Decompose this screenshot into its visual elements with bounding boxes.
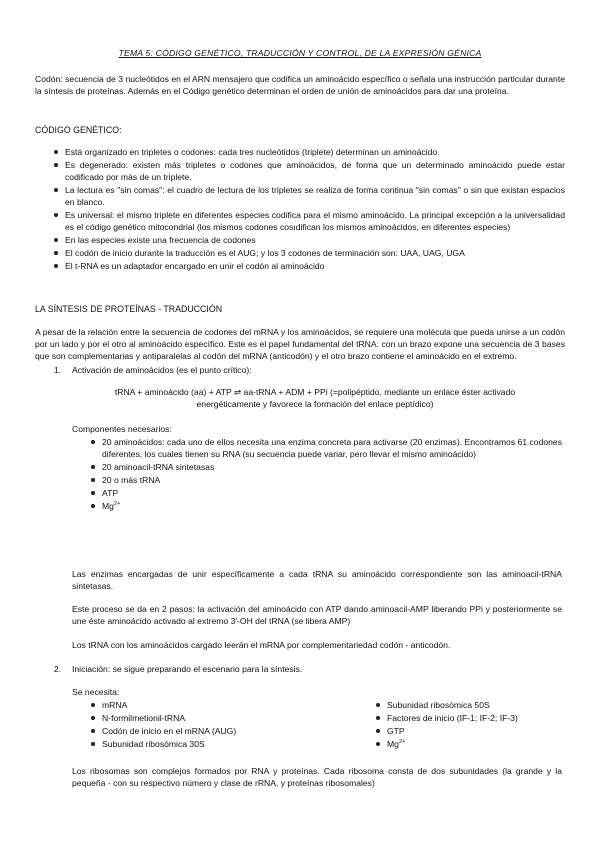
needs-list-left [72,699,322,751]
equation-line: tRNA + aminoácido (aa) + ATP ⇌ aa-tRNA + ADM + PPi (=polipéptido, mediante un enlace éster activado [114,387,516,397]
intro-paragraph: Codón: secuencia de 3 nucleótidos en el ARN mensajero que codifica un aminoácido específico o señala una instrucción particular durante la síntesis de proteínas. Además en el Código genético determinan el orden de unión de aminoácidos para dar una proteína. [35,74,565,96]
step2-number: 2. [54,664,62,674]
needs-list-right [357,699,577,751]
component-item: 20 aminoacil-tRNA sintetasas [72,461,562,473]
need-item: mRNA [72,699,322,711]
step1-paragraph-1: Las enzimas encargadas de unir específicamente a cada tRNA su aminoácido correspondiente son las aminoacil-tRNA sintetasas. [72,569,562,591]
need-item: Factores de inicio (IF-1; IF-2; IF-3) [357,712,577,724]
need-item-mg [357,738,577,750]
component-item-mg [72,500,562,512]
codigo-bullet: El codón de inicio durante la traducción es el AUG; y los 3 codones de terminación son: UAA, UAG, UGA [35,247,565,259]
step1-equation [70,386,560,410]
components-heading: Componentes necesarios: [72,424,172,434]
step1-number: 1. [54,365,62,375]
equation-line: energéticamente y favorece la formación del enlace peptídico) [196,399,434,409]
mg-charge: 2+ [398,739,406,746]
step2-title-row [54,663,302,675]
mg-charge: 2+ [113,501,121,508]
component-item: 20 o más tRNA [72,474,562,486]
codigo-bullet: Es degenerado: existen más tripletes o codones que aminoácidos, de forma que un determinado aminoácido puede estar codificado por más de un triplete. [35,159,565,183]
mg-symbol: Mg [102,501,114,511]
document-title: TEMA 5: CÓDIGO GENÉTICO, TRADUCCIÓN Y CONTROL, DE LA EXPRESIÓN GÉNICA [118,48,482,58]
codigo-bullet: Está organizado en tripletes o codones: cada tres nucleótidos (triplete) determinan un aminoácido. [35,146,565,158]
step1-title: Activación de aminoácidos (es el punto crítico): [72,365,252,375]
step1-title-row [54,364,252,376]
codigo-bullet: En las especies existe una frecuencia de codones [35,234,565,246]
mg-symbol: Mg [387,739,399,749]
needs-heading: Se necesita: [72,687,120,697]
components-list [72,436,562,513]
need-item: Subunidad ribosómica 50S [357,699,577,711]
need-item: N-formilmetionil-tRNA [72,712,322,724]
step1-paragraph-2: Este proceso se da en 2 pasos: la activación del aminoácido con ATP dando aminoacil-AMP liberando PPi y posteriormente se une éste aminoácido activado al extremo 3'-OH del tRNA (se libera AMP) [72,604,562,626]
sintesis-paragraph: A pesar de la relación entre la secuencia de codones del mRNA y los aminoácidos, se requiere una molécula que pueda unirse a un codón por un lado y por el otro al aminoácido específico. Este es el papel fundamental del tRNA: con un brazo expone una secuencia de 3 bases que son complementarias y antiparalelas al codón del mRNA (anticodón) y el otro brazo contiene el aminoácido en el extremo. [35,327,565,361]
component-item: ATP [72,487,562,499]
step2-title: Iniciación: se sigue preparando el escenario para la síntesis. [72,664,303,674]
sintesis-heading: LA SÍNTESIS DE PROTEÍNAS - TRADUCCIÓN [35,304,223,314]
codigo-bullet-list [35,146,565,273]
need-item: GTP [357,725,577,737]
codigo-bullet: Es universal: el mismo triplete en diferentes especies codifica para el mismo aminoácido. La principal excepción a la universalidad es el código genético mitocondrial (los mismos codones cosıdifican los mismos aminoácidos, en diferentes especies) [35,209,565,233]
codigo-bullet: La lectura es "sin comas": el cuadro de lectura de los tripletes se realiza de forma continua "sin comas" o sin que existan espacios en blanco. [35,184,565,208]
codigo-bullet: El t-RNA es un adaptador encargado en unir el codón al aminoácido [35,260,565,272]
step1-paragraph-3: Los tRNA con los aminoácidos cargado leerán el mRNA por complementariedad codón - anticodón. [72,640,451,650]
need-item: Subunidad ribosómica 30S [72,738,322,750]
step2-paragraph: Los ribosomas son complejos formados por RNA y proteínas. Cada ribosoma consta de dos subunidades (la grande y la pequeña - con su respectivo número y clase de rRNA, y proteínas ribosomales) [72,766,562,788]
need-item: Codón de inicio en el mRNA (AUG) [72,725,322,737]
codigo-heading: CÓDIGO GENÉTICO: [35,125,122,135]
component-item: 20 aminoácidos: cada uno de ellos necesita una enzima concreta para activarse (20 enzimas). Encontramos 61 codones diferentes, los cuales tienen su RNA (su secuencia puede variar, pero llevar el mismo aminoácido) [72,436,562,460]
